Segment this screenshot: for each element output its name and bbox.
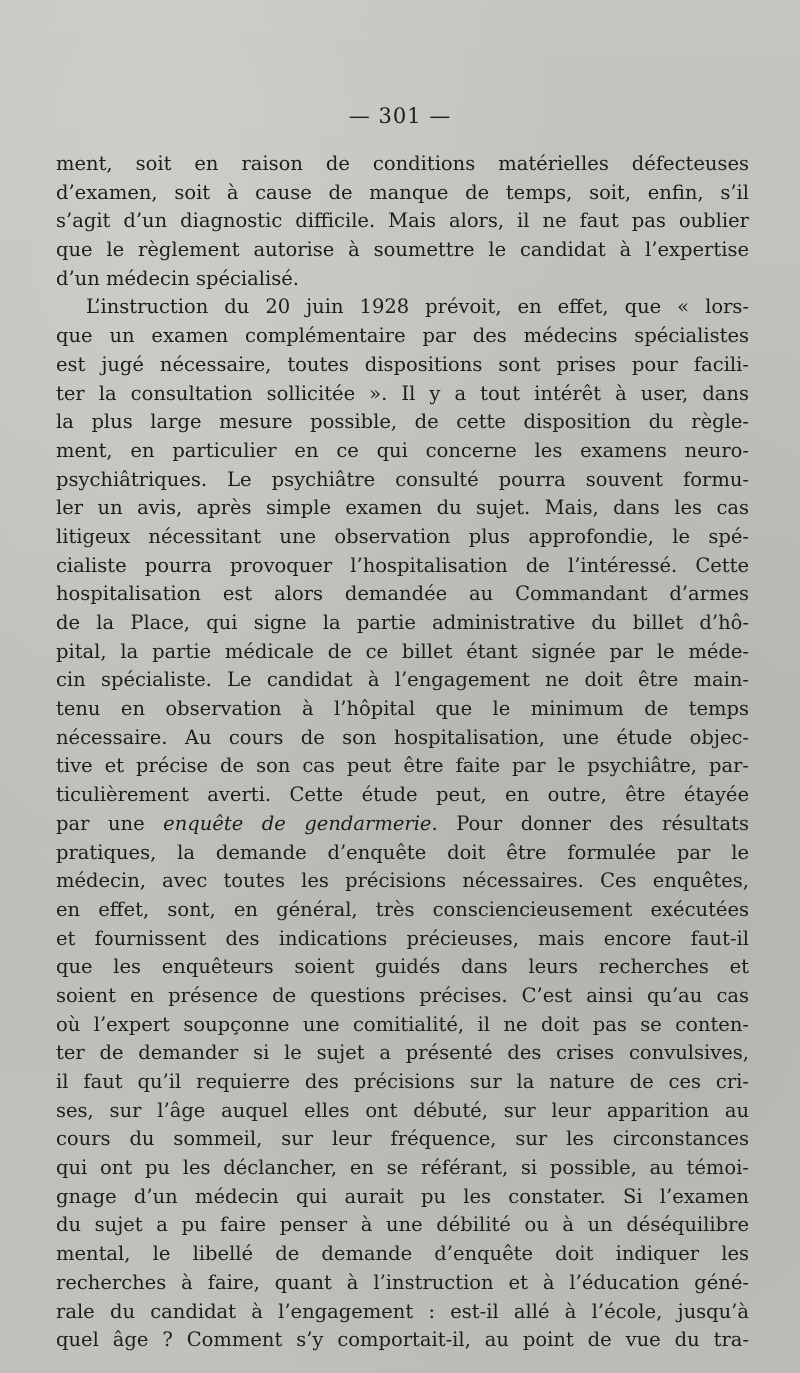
text-line: ticulièrement averti. Cette étude peut, en outre, être étayée <box>56 783 749 807</box>
text-segment: par une <box>56 811 164 835</box>
text-line: ter la consultation sollicitée ». Il y a tout intérêt à user, dans <box>56 381 749 405</box>
text-line: la plus large mesure possible, de cette disposition du règle- <box>56 410 749 434</box>
text-line <box>56 810 749 839</box>
text-line: cin spécialiste. Le candidat à l’engagement ne doit être main- <box>56 668 749 692</box>
text-line: d’un médecin spécialisé. <box>56 266 299 290</box>
text-line: L’instruction du 20 juin 1928 prévoit, en effet, que « lors- <box>86 295 749 319</box>
text-line: tive et précise de son cas peut être faite par le psychiâtre, par- <box>56 754 749 778</box>
text-line: s’agit d’un diagnostic difficile. Mais alors, il ne faut pas oublier <box>56 209 749 233</box>
text-line: qui ont pu les déclancher, en se référant, si possible, au témoi- <box>56 1156 749 1180</box>
text-line: où l’expert soupçonne une comitialité, il ne doit pas se conten- <box>56 1012 749 1036</box>
text-line: ment, en particulier en ce qui concerne les examens neuro- <box>56 438 749 462</box>
text-line: quel âge ? Comment s’y comportait-il, au point de vue du tra- <box>56 1328 749 1352</box>
body-text <box>56 150 749 1355</box>
text-line: ter de demander si le sujet a présenté des crises convulsives, <box>56 1041 749 1065</box>
text-line: que les enquêteurs soient guidés dans leurs recherches et <box>56 955 749 979</box>
text-line: cours du sommeil, sur leur fréquence, sur les circonstances <box>56 1127 749 1151</box>
text-line: que le règlement autorise à soumettre le candidat à l’expertise <box>56 238 749 262</box>
text-line: en effet, sont, en général, très consciencieusement exécutées <box>56 897 749 921</box>
text-line: rale du candidat à l’engagement : est-il allé à l’école, jusqu’à <box>56 1299 749 1323</box>
text-line: nécessaire. Au cours de son hospitalisation, une étude objec- <box>56 725 749 749</box>
text-line: hospitalisation est alors demandée au Commandant d’armes <box>56 582 749 606</box>
italic-term: enquête de gendarmerie <box>163 811 432 835</box>
text-line: gnage d’un médecin qui aurait pu les constater. Si l’examen <box>56 1184 749 1208</box>
text-line: il faut qu’il requierre des précisions sur la nature de ces cri- <box>56 1070 749 1093</box>
text-line: ment, soit en raison de conditions matérielles défecteuses <box>56 152 749 175</box>
text-line: psychiâtriques. Le psychiâtre consulté pourra souvent formu- <box>56 467 749 491</box>
text-line: soient en présence de questions précises. C’est ainsi qu’au cas <box>56 983 749 1007</box>
text-line: ler un avis, après simple examen du sujet. Mais, dans les cas <box>56 496 749 520</box>
text-line: pratiques, la demande d’enquête doit être formulée par le <box>56 840 749 864</box>
text-line: d’examen, soit à cause de manque de temps, soit, enfin, s’il <box>56 180 749 204</box>
text-line: médecin, avec toutes les précisions nécessaires. Ces enquêtes, <box>56 869 749 893</box>
text-line: pital, la partie médicale de ce billet étant signée par le méde- <box>56 639 749 663</box>
text-line: recherches à faire, quant à l’instruction et à l’éducation géné- <box>56 1270 749 1294</box>
page-number: — 301 — <box>348 104 452 128</box>
text-segment: . Pour donner des résultats <box>431 811 749 835</box>
text-line: litigeux nécessitant une observation plus approfondie, le spé- <box>56 524 749 548</box>
text-line: mental, le libellé de demande d’enquête doit indiquer les <box>56 1242 749 1266</box>
text-line: que un examen complémentaire par des médecins spécialistes <box>56 324 749 348</box>
text-line: tenu en observation à l’hôpital que le minimum de temps <box>56 697 749 721</box>
text-line: du sujet a pu faire penser à une débilité ou à un déséquilibre <box>56 1213 749 1237</box>
text-line: ses, sur l’âge auquel elles ont débuté, sur leur apparition au <box>56 1098 749 1122</box>
text-line: cialiste pourra provoquer l’hospitalisation de l’intéressé. Cette <box>56 553 749 577</box>
text-line: est jugé nécessaire, toutes dispositions sont prises pour facili- <box>56 352 749 376</box>
text-line: et fournissent des indications précieuses, mais encore faut-il <box>56 926 749 950</box>
text-line: de la Place, qui signe la partie administrative du billet d’hô- <box>56 611 749 634</box>
